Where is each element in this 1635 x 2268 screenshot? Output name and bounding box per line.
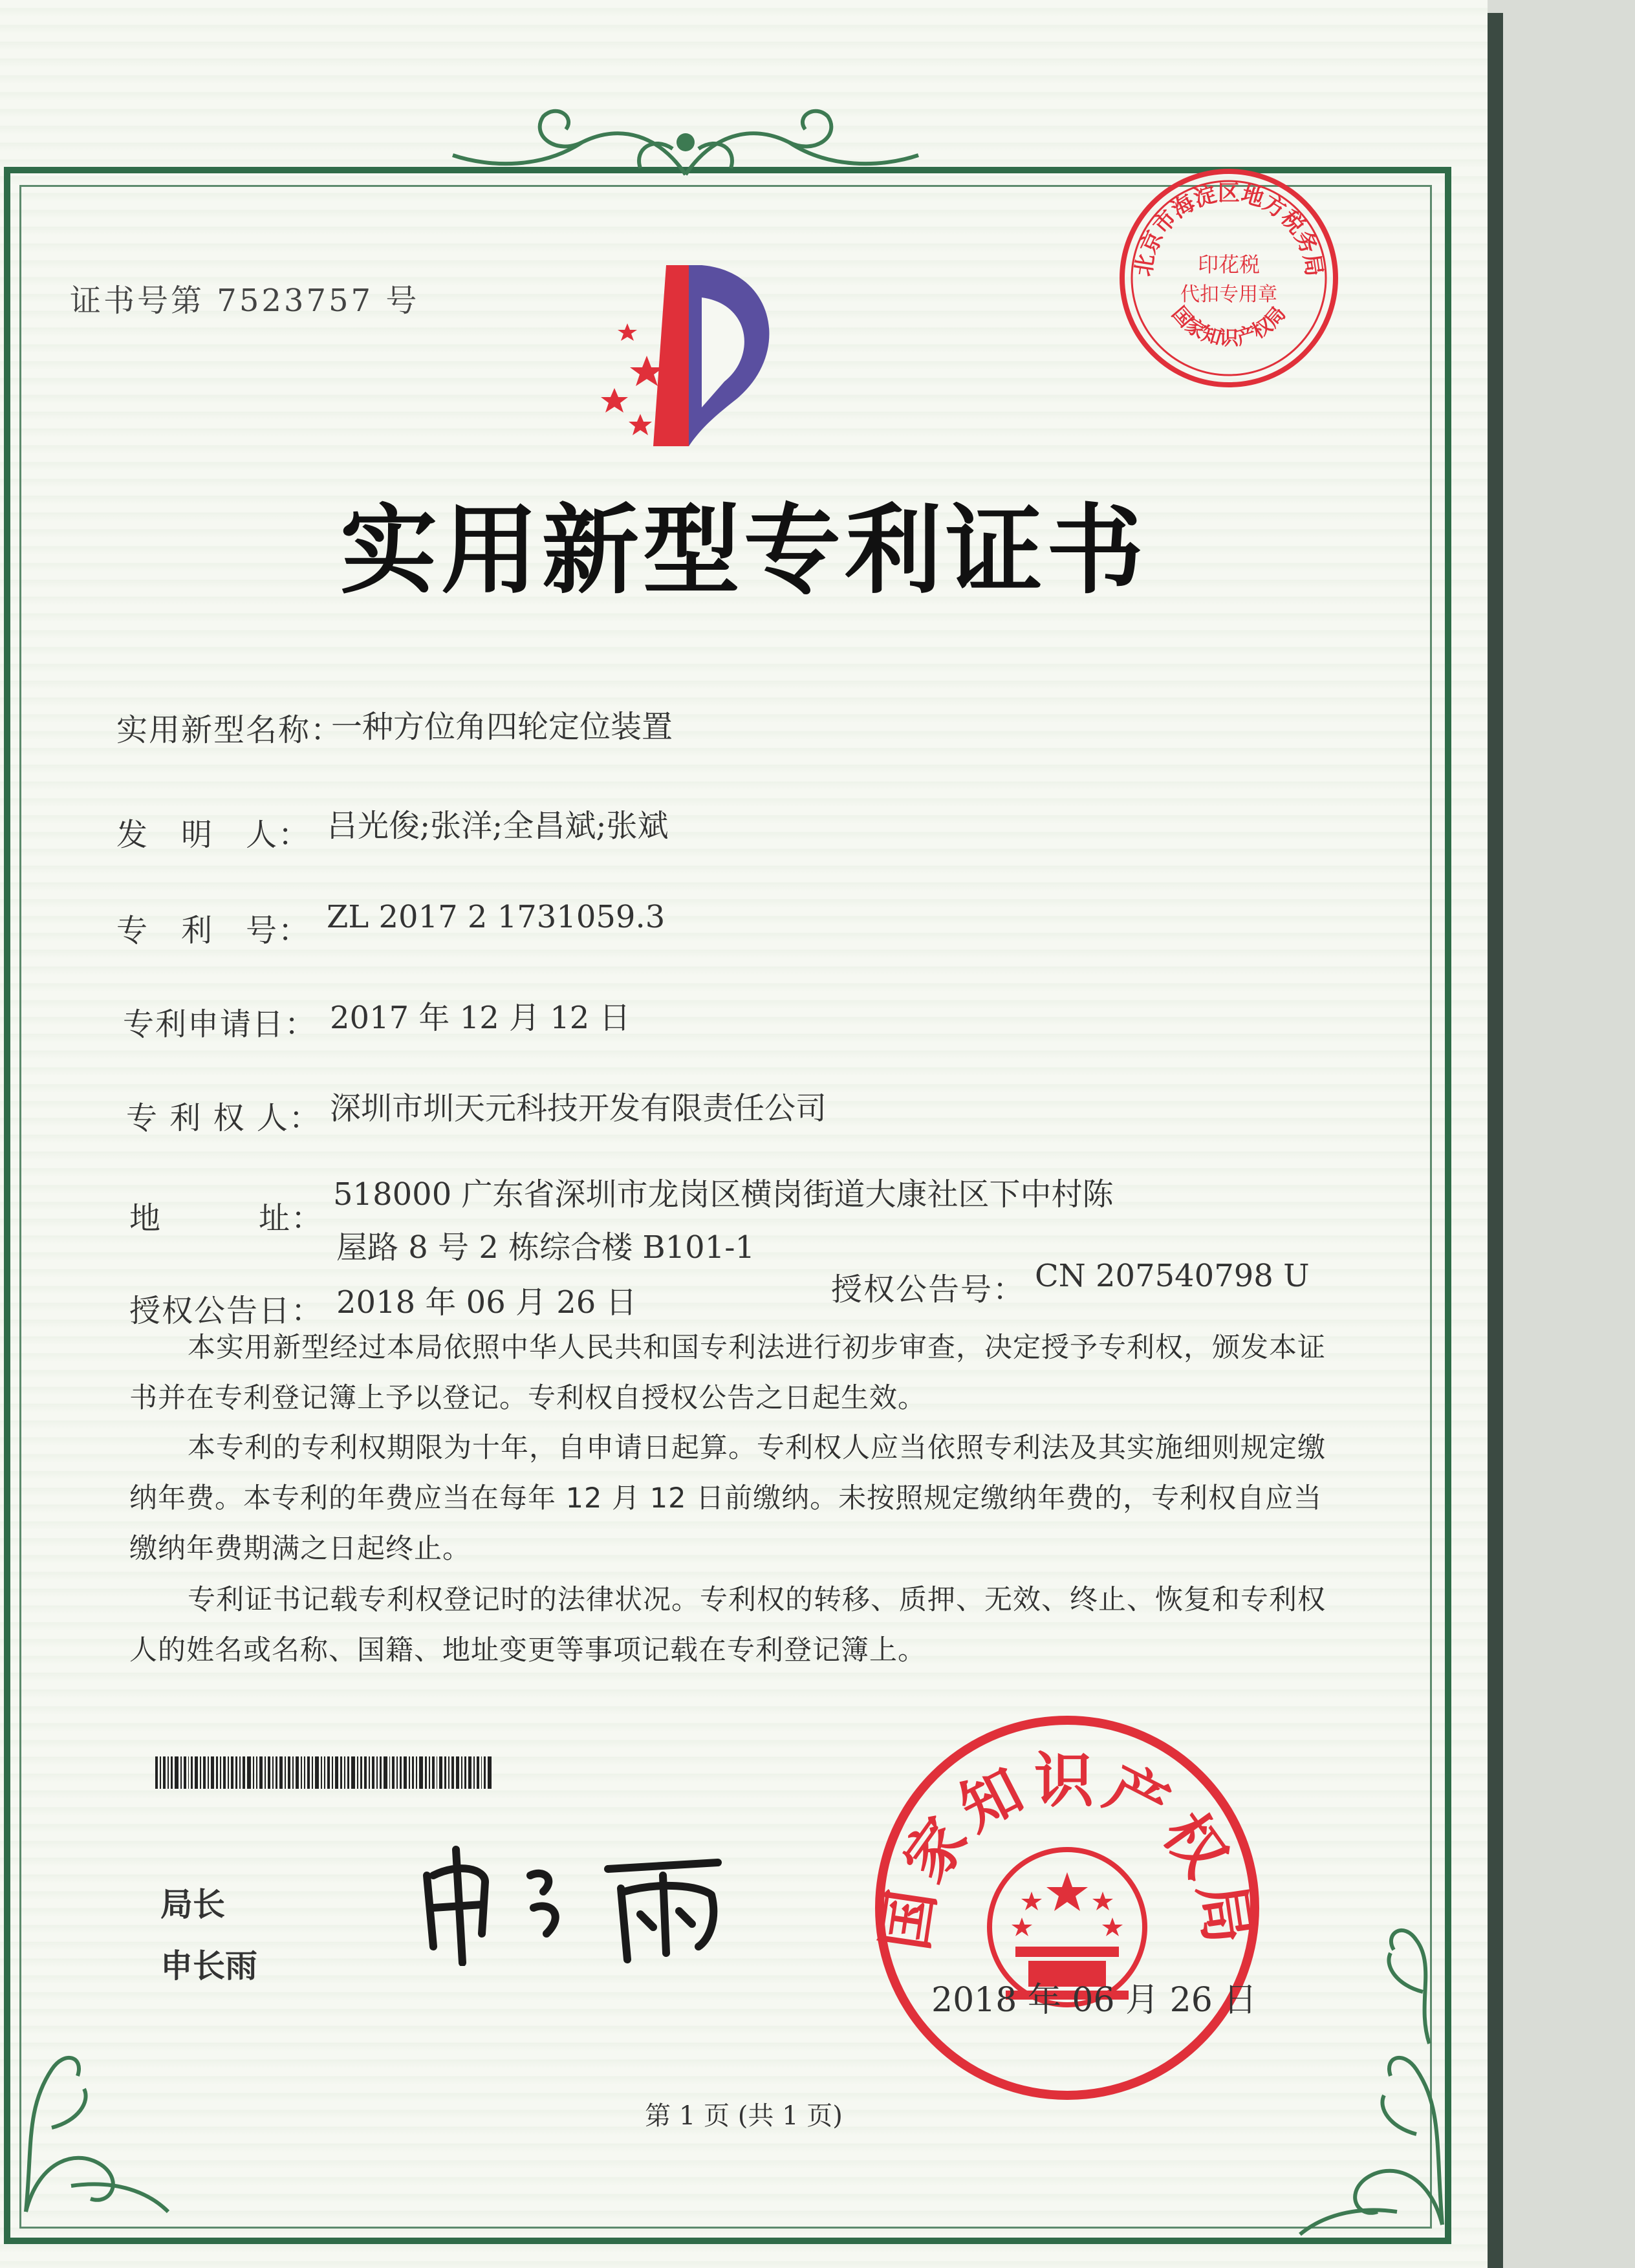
certificate-number: [70, 275, 419, 320]
tax-stamp-seal: [1112, 162, 1345, 394]
office-seal: [867, 1707, 1268, 2108]
tax-seal-line1: 印花税: [1197, 252, 1261, 277]
address-line2: 屋路 8 号 2 栋综合楼 B101-1: [336, 1229, 755, 1266]
page-number: 第 1 页 (共 1 页): [645, 2101, 843, 2131]
address-line1: 518000 广东省深圳市龙岗区横岗街道大康社区下中村陈: [333, 1176, 1114, 1213]
utility-name-label: 实用新型名称：: [116, 712, 343, 748]
grant-date-value: 2018 年 06 月 26 日: [336, 1284, 637, 1321]
tax-seal-ring-text: 北京市海淀区地方税务局: [1131, 180, 1327, 278]
handwritten-signature: [414, 1837, 776, 1966]
svg-text:国家知识产权局: [1167, 303, 1291, 350]
body-paragraph-1: 本实用新型经过本局依照中华人民共和国专利法进行初步审查，决定授予专利权，颁发本证书并在专利登记簿上予以登记。专利权自授权公告之日起生效。: [129, 1332, 1326, 1414]
top-ornament: [427, 97, 944, 194]
seal-date: 2018 年 06 月 26 日: [931, 1981, 1257, 2020]
certificate-number-value: 7523757: [217, 283, 374, 319]
utility-name-value: 一种方位角四轮定位装置: [331, 709, 673, 745]
inventor-label: 发 明 人：: [116, 817, 311, 853]
patent-number-label: 专 利 号：: [116, 913, 311, 949]
scan-edge: [1488, 13, 1503, 2268]
application-date-value: 2017 年 12 月 12 日: [330, 1000, 631, 1036]
address-label: 地 址：: [129, 1200, 324, 1237]
application-date-label: 专利申请日：: [123, 1006, 318, 1042]
barcode: [155, 1756, 492, 1789]
bottom-right-ornament: [1287, 1875, 1455, 2238]
cnipa-logo: [569, 259, 815, 466]
office-seal-ring-text: 国家知识产权局: [870, 1746, 1264, 1955]
tax-seal-bottom-text: 国家知识产权局: [1167, 302, 1291, 350]
tax-seal-line2: 代扣专用章: [1180, 283, 1277, 306]
certificate-number-label: 证书号第: [70, 283, 205, 319]
inventor-value: 吕光俊;张洋;全昌斌;张斌: [327, 808, 669, 844]
patentee-value: 深圳市圳天元科技开发有限责任公司: [330, 1090, 827, 1127]
body-paragraph-2: 本专利的专利权期限为十年，自申请日起算。专利权人应当依照专利法及其实施细则规定缴纳年费。本专利的年费应当在每年 12 月 12 日前缴纳。未按照规定缴纳年费的，专利权自应当缴纳年费期满之日起终止。: [129, 1432, 1326, 1565]
certificate-number-suffix: 号: [385, 283, 420, 319]
patent-number-value: ZL 2017 2 1731059.3: [327, 899, 666, 935]
body-paragraph-3: 专利证书记载专利权登记时的法律状况。专利权的转移、质押、无效、终止、恢复和专利权人的姓名或名称、国籍、地址变更等事项记载在专利登记簿上。: [129, 1584, 1326, 1667]
certificate-title: 实用新型专利证书: [340, 495, 1147, 607]
grant-date-label: 授权公告日：: [129, 1293, 324, 1329]
grant-number-value: CN 207540798 U: [1035, 1258, 1310, 1294]
director-title: 局长: [160, 1886, 225, 1923]
patentee-label: 专 利 权 人：: [126, 1100, 321, 1136]
grant-number-label: 授权公告号：: [831, 1271, 1026, 1308]
director-name: 申长雨: [160, 1947, 257, 1985]
